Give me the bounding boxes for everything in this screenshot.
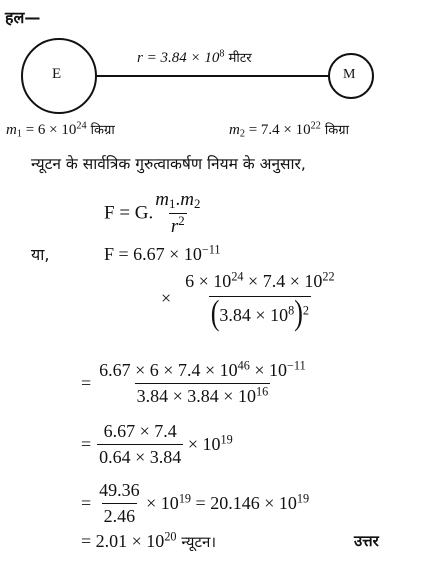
- earth-mass-label: $m_1 = 6 \times 10^{24}$ किग्रा: [6, 120, 115, 140]
- step-3: = $\frac{6.67 \times 7.4}{0.64 \times 3.84}$ × $10^{19}$: [81, 421, 233, 467]
- answer-marker: उत्तर: [354, 532, 379, 550]
- step-2: = $\frac{6.67 \times 6 \times 7.4 \times 10^{46} \times 10^{-11}}{3.84 \times 3.84 \times 10^{16}}$: [81, 358, 306, 406]
- step-4: = $\frac{49.36}{2.46}$ × $10^{19} = 20.146 \times 10^{19}$: [81, 480, 310, 526]
- step-1-lhs: $F = 6.67 \times 10^{-11}$: [104, 242, 221, 264]
- law-statement: न्यूटन के सार्वत्रिक गुरुत्वाकर्षण नियम के अनुसार,: [31, 155, 306, 173]
- solution-heading: हल—: [5, 8, 41, 27]
- final-result: = $2.01 \times 10^{20}$ न्यूटन।: [81, 529, 217, 551]
- or-label: या,: [31, 245, 50, 264]
- earth-moon-diagram: [0, 0, 425, 140]
- gravitation-formula: F = G. $\frac{m_1.m_2}{r^2}$: [104, 189, 201, 237]
- moon-label: M: [343, 67, 356, 82]
- earth-label: E: [52, 66, 62, 82]
- distance-label: $r = 3.84 \times 10^8$ मीटर: [137, 48, 252, 66]
- step-1-fraction: × $\frac{6 \times 10^{24} \times 7.4 \times 10^{22}}{(3.84 \times 10^8)^2}$: [161, 269, 335, 332]
- moon-mass-label: $m_2 = 7.4 \times 10^{22}$ किग्रा: [229, 120, 349, 140]
